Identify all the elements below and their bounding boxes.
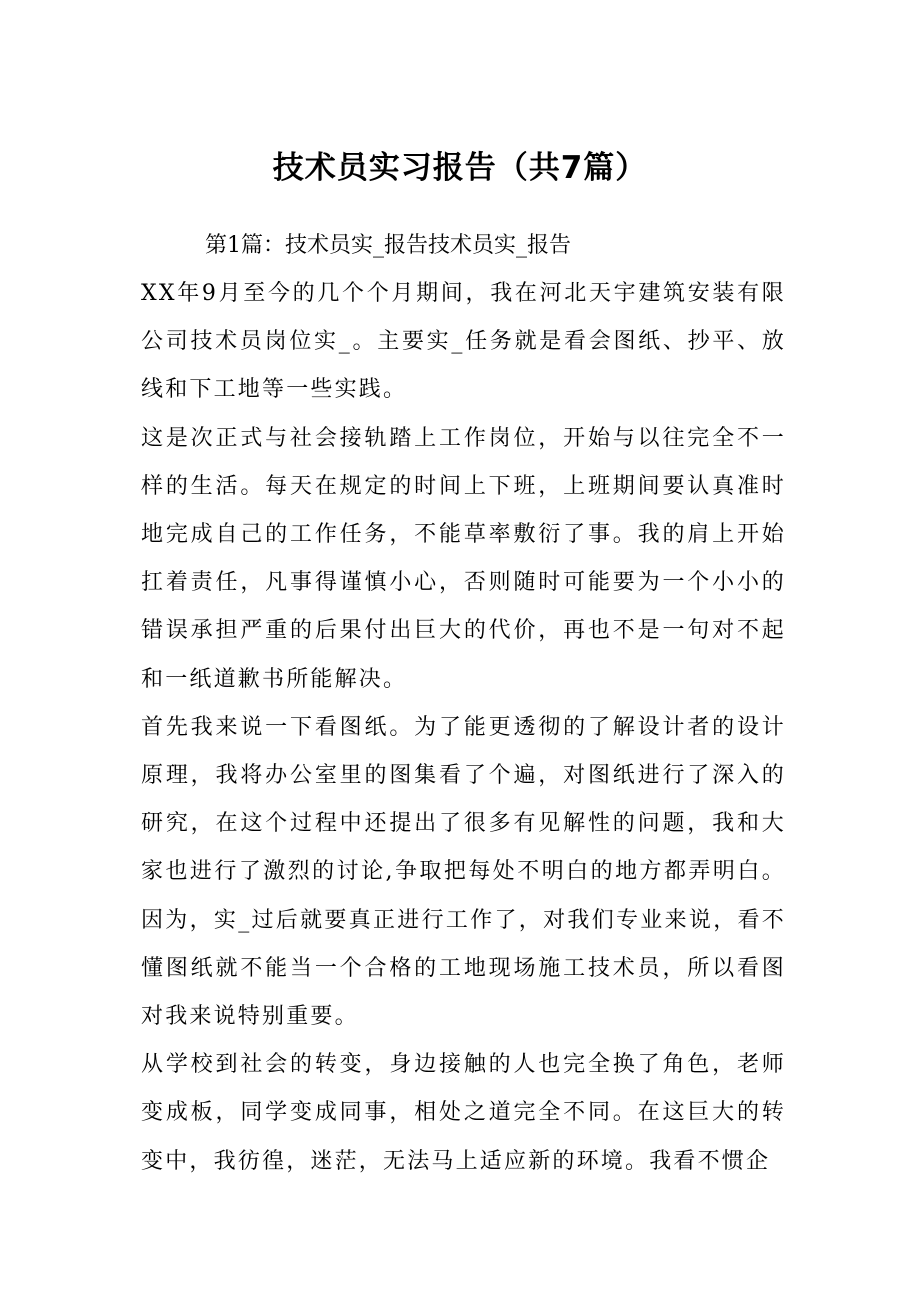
document-body <box>141 270 786 1186</box>
paragraph: 从学校到社会的转变，身边接触的人也完全换了角色，老师变成板，同学变成同事，相处之道完全不同。在这巨大的转变中，我彷徨，迷茫，无法马上适应新的环境。我看不惯企 <box>141 1052 786 1174</box>
paragraph: XX年9月至今的几个个月期间，我在河北天宇建筑安装有限公司技术员岗位实_。主要实_任务就是看会图纸、抄平、放线和下工地等一些实践。 <box>141 281 786 403</box>
section-heading: 第1篇：技术员实_报告技术员实_报告 <box>205 233 571 258</box>
paragraph: 首先我来说一下看图纸。为了能更透彻的了解设计者的设计原理，我将办公室里的图集看了个遍，对图纸进行了深入的研究，在这个过程中还提出了很多有见解性的问题，我和大家也进行了激烈的讨论,争取把每处不明白的地方都弄明白。因为，实_过后就要真正进行工作了，对我们专业来说，看不懂图纸就不能当一个合格的工地现场施工技术员，所以看图对我来说特别重要。 <box>141 714 786 1030</box>
document-title: 技术员实习报告（共7篇） <box>272 150 648 186</box>
paragraph: 这是次正式与社会接轨踏上工作岗位，开始与以往完全不一样的生活。每天在规定的时间上下班，上班期间要认真准时地完成自己的工作任务，不能草率敷衍了事。我的肩上开始扛着责任，凡事得谨慎小心，否则随时可能要为一个小小的错误承担严重的后果付出巨大的代价，再也不是一句对不起和一纸道歉书所能解决。 <box>141 425 786 692</box>
